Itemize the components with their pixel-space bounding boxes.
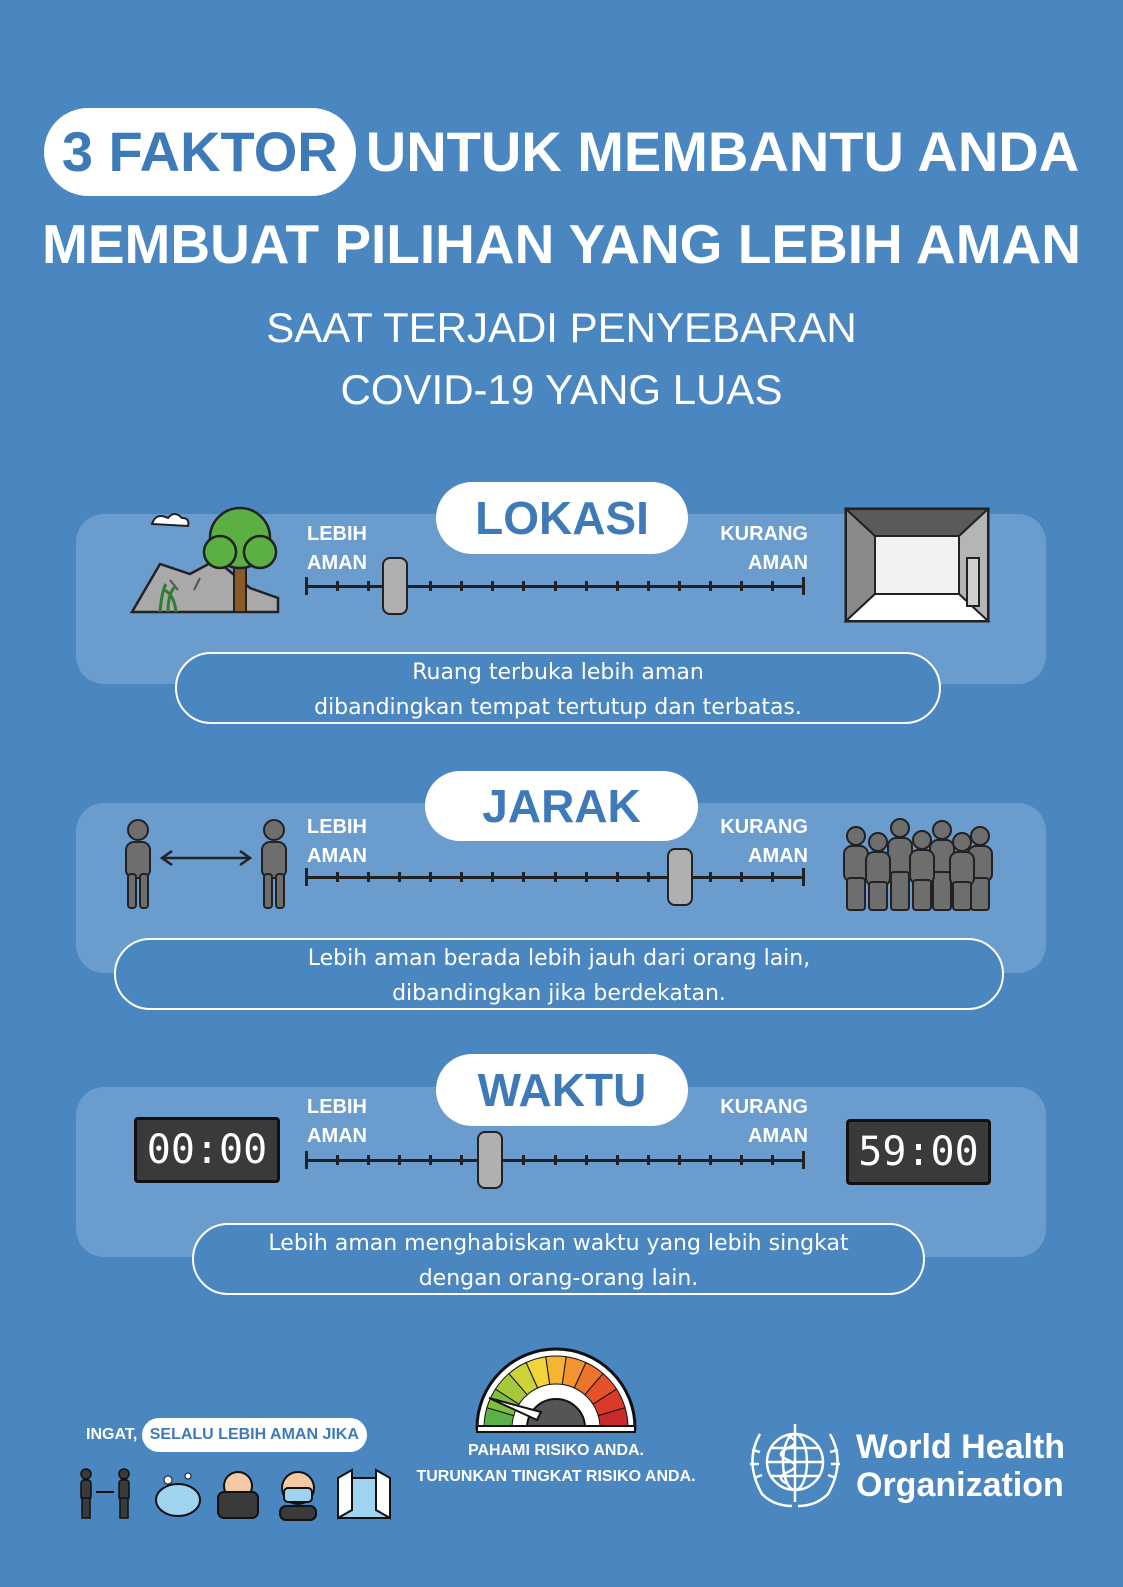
slider-tick <box>491 581 494 591</box>
who-wordmark-line2: Organization <box>856 1466 1064 1504</box>
slider-tick <box>740 581 743 591</box>
less-safe-label-jarak <box>700 813 808 871</box>
safer-label-lokasi <box>307 520 367 578</box>
slider-tick <box>709 1155 712 1165</box>
slider-tick <box>802 1151 805 1169</box>
slider-handle-lokasi[interactable] <box>382 557 408 615</box>
slider-tick <box>522 1155 525 1165</box>
slider-tick <box>709 581 712 591</box>
less-safe-label-lokasi <box>700 520 808 578</box>
slider-tick <box>554 1155 557 1165</box>
who-wordmark-line1: World Health <box>856 1428 1066 1466</box>
slider-tick <box>616 872 619 882</box>
slider-tick <box>771 581 774 591</box>
subtitle-line-1: SAAT TERJADI PENYEBARAN <box>266 304 857 351</box>
slider-tick <box>336 1155 339 1165</box>
title-line-1 <box>0 108 1123 196</box>
safer-label-line2: AMAN <box>307 845 367 867</box>
slider-tick <box>740 1155 743 1165</box>
safer-label-waktu <box>307 1093 367 1151</box>
subtitle-line-2: COVID-19 YANG LUAS <box>340 366 783 413</box>
slider-tick <box>585 872 588 882</box>
slider-tick <box>616 1155 619 1165</box>
risk-gauge-icon <box>471 1340 641 1434</box>
slider-tick <box>585 581 588 591</box>
clock-long-icon: 59:00 <box>846 1119 991 1185</box>
description-jarak-line1: Lebih aman berada lebih jauh dari orang lain, <box>307 946 811 971</box>
outdoor-nature-icon <box>130 504 282 622</box>
slider-tick <box>398 1155 401 1165</box>
factor-title-jarak: JARAK <box>425 771 698 841</box>
slider-jarak[interactable] <box>305 877 805 878</box>
description-jarak <box>114 938 1004 1010</box>
factor-title-lokasi: LOKASI <box>436 482 688 554</box>
cough-elbow-icon <box>218 1472 258 1518</box>
slider-tick <box>678 1155 681 1165</box>
slider-tick <box>647 1155 650 1165</box>
distant-people-icon <box>118 818 294 910</box>
slider-tick <box>305 1151 308 1169</box>
less-safe-label-line1: KURANG <box>720 523 808 545</box>
slider-tick <box>460 1155 463 1165</box>
slider-tick <box>522 872 525 882</box>
who-wordmark <box>856 1428 1065 1504</box>
description-waktu-line2: dengan orang-orang lain. <box>418 1266 699 1291</box>
title-highlight-pill: 3 FAKTOR <box>44 108 356 196</box>
safety-measures-icons <box>76 1466 396 1522</box>
slider-tick <box>336 872 339 882</box>
less-safe-label-line2: AMAN <box>748 845 808 867</box>
slider-tick <box>647 872 650 882</box>
reminder-label: INGAT, <box>86 1426 138 1443</box>
slider-tick <box>522 581 525 591</box>
slider-tick <box>367 872 370 882</box>
factor-title-waktu: WAKTU <box>436 1054 688 1126</box>
slider-lokasi[interactable] <box>305 586 805 587</box>
title-line-2: MEMBUAT PILIHAN YANG LEBIH AMAN <box>42 213 1081 275</box>
description-waktu <box>192 1223 925 1295</box>
less-safe-label-line1: KURANG <box>720 816 808 838</box>
description-jarak-line2: dibandingkan jika berdekatan. <box>392 981 726 1006</box>
always-safer-pill: SELALU LEBIH AMAN JIKA <box>142 1418 367 1452</box>
crowd-icon <box>838 816 1000 912</box>
safer-label-line1: LEBIH <box>307 1096 367 1118</box>
risk-text-line2: TURUNKAN TINGKAT RISIKO ANDA. <box>416 1468 696 1485</box>
less-safe-label-line2: AMAN <box>748 1125 808 1147</box>
open-window-icon <box>338 1470 390 1518</box>
description-lokasi <box>175 652 941 724</box>
slider-tick <box>554 581 557 591</box>
slider-tick <box>802 868 805 886</box>
slider-tick <box>647 581 650 591</box>
safer-label-line1: LEBIH <box>307 523 367 545</box>
safer-label-line1: LEBIH <box>307 816 367 838</box>
slider-tick <box>771 872 774 882</box>
slider-handle-waktu[interactable] <box>477 1131 503 1189</box>
slider-tick <box>305 868 308 886</box>
slider-tick <box>429 581 432 591</box>
slider-tick <box>709 872 712 882</box>
slider-tick <box>429 1155 432 1165</box>
slider-waktu[interactable] <box>305 1160 805 1161</box>
handwash-icon <box>156 1473 200 1516</box>
slider-tick <box>616 581 619 591</box>
slider-tick <box>678 581 681 591</box>
slider-tick <box>585 1155 588 1165</box>
slider-tick <box>367 581 370 591</box>
clock-short-icon: 00:00 <box>134 1117 280 1183</box>
distance-icon <box>81 1469 129 1518</box>
slider-tick <box>429 872 432 882</box>
less-safe-label-line1: KURANG <box>720 1096 808 1118</box>
less-safe-label-waktu <box>700 1093 808 1151</box>
slider-tick <box>460 872 463 882</box>
slider-tick <box>491 872 494 882</box>
risk-text <box>410 1438 702 1490</box>
slider-tick <box>336 581 339 591</box>
indoor-room-icon <box>843 506 991 624</box>
safer-label-jarak <box>307 813 367 871</box>
slider-tick <box>398 872 401 882</box>
title-line-1-rest: UNTUK MEMBANTU ANDA <box>365 120 1080 183</box>
description-waktu-line1: Lebih aman menghabiskan waktu yang lebih singkat <box>268 1231 849 1256</box>
slider-handle-jarak[interactable] <box>667 848 693 906</box>
mask-icon <box>280 1472 316 1520</box>
less-safe-label-line2: AMAN <box>748 552 808 574</box>
who-emblem-icon <box>740 1414 850 1510</box>
safer-label-line2: AMAN <box>307 1125 367 1147</box>
slider-tick <box>740 872 743 882</box>
description-lokasi-line2: dibandingkan tempat tertutup dan terbatas. <box>314 695 802 720</box>
risk-text-line1: PAHAMI RISIKO ANDA. <box>468 1442 644 1459</box>
safer-label-line2: AMAN <box>307 552 367 574</box>
slider-tick <box>305 577 308 595</box>
slider-tick <box>802 577 805 595</box>
slider-tick <box>460 581 463 591</box>
description-lokasi-line1: Ruang terbuka lebih aman <box>412 660 704 685</box>
slider-tick <box>367 1155 370 1165</box>
reminder-text <box>86 1418 367 1452</box>
slider-tick <box>771 1155 774 1165</box>
slider-tick <box>554 872 557 882</box>
